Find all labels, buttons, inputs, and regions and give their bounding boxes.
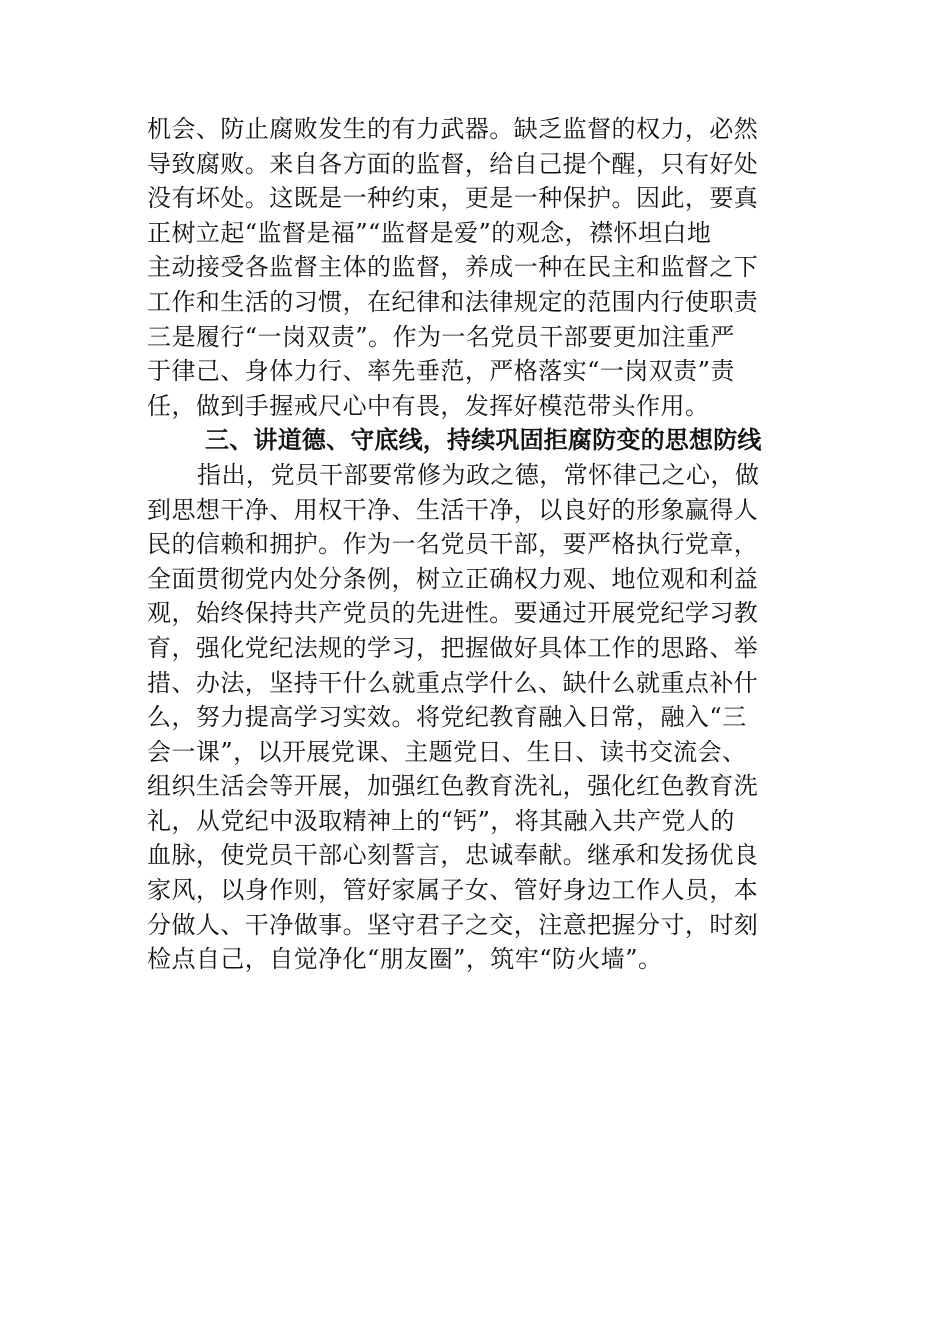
text-line: 全面贯彻党内处分条例，树立正确权力观、地位观和利益 bbox=[147, 564, 759, 593]
text-line: 分做人、干净做事。坚守君子之交，注意把握分寸，时刻 bbox=[147, 910, 759, 939]
text-line: 家风，以身作则，管好家属子女、管好身边工作人员，本 bbox=[147, 876, 759, 905]
text-line: 没有坏处。这既是一种约束，更是一种保护。因此，要真 bbox=[147, 184, 759, 213]
section-three-paragraph bbox=[147, 458, 807, 977]
text-line: 检点自己，自觉净化“朋友圈”，筑牢“防火墙”。 bbox=[147, 945, 663, 974]
text-line: 于律己、身体力行、率先垂范，严格落实“一岗双责”责 bbox=[147, 357, 735, 386]
text-line: 血脉，使党员干部心刻誓言，忠诚奉献。继承和发扬优良 bbox=[147, 841, 759, 870]
text-line: 到思想干净、用权干净、生活干净，以良好的形象赢得人 bbox=[147, 495, 759, 524]
section-three-heading: 三、讲道德、守底线，持续巩固拒腐防变的思想防线 bbox=[205, 426, 762, 455]
section-two-tail-paragraph bbox=[147, 112, 807, 423]
text-line: 正树立起“监督是福”“监督是爱”的观念，襟怀坦白地 bbox=[147, 218, 712, 247]
text-line: 组织生活会等开展，加强红色教育洗礼，强化红色教育洗 bbox=[147, 772, 759, 801]
text-line: 导致腐败。来自各方面的监督，给自己提个醒，只有好处 bbox=[147, 149, 759, 178]
text-line: 主动接受各监督主体的监督，养成一种在民主和监督之下 bbox=[147, 253, 759, 282]
text-line: 措、办法，坚持干什么就重点学什么、缺什么就重点补什 bbox=[147, 668, 759, 697]
text-line: 三是履行“一岗双责”。作为一名党员干部要更加注重严 bbox=[147, 322, 735, 351]
text-line: 民的信赖和拥护。作为一名党员干部，要严格执行党章， bbox=[147, 530, 759, 559]
text-line: 观，始终保持共产党员的先进性。要通过开展党纪学习教 bbox=[147, 599, 759, 628]
text-line: 指出，党员干部要常修为政之德，常怀律己之心，做 bbox=[197, 460, 760, 489]
text-line: 机会、防止腐败发生的有力武器。缺乏监督的权力，必然 bbox=[147, 115, 759, 143]
text-line: 工作和生活的习惯，在纪律和法律规定的范围内行使职责 bbox=[147, 287, 759, 316]
document-body bbox=[147, 112, 807, 977]
text-line: 礼，从党纪中汲取精神上的“钙”，将其融入共产党人的 bbox=[147, 806, 735, 835]
text-line: 育，强化党纪法规的学习，把握做好具体工作的思路、举 bbox=[147, 633, 759, 662]
text-line: 任，做到手握戒尺心中有畏，发挥好模范带头作用。 bbox=[147, 391, 710, 420]
text-line: 么，努力提高学习实效。将党纪教育融入日常，融入“三 bbox=[147, 703, 747, 732]
text-line: 会一课”，以开展党课、主题党日、生日、读书交流会、 bbox=[147, 737, 747, 766]
